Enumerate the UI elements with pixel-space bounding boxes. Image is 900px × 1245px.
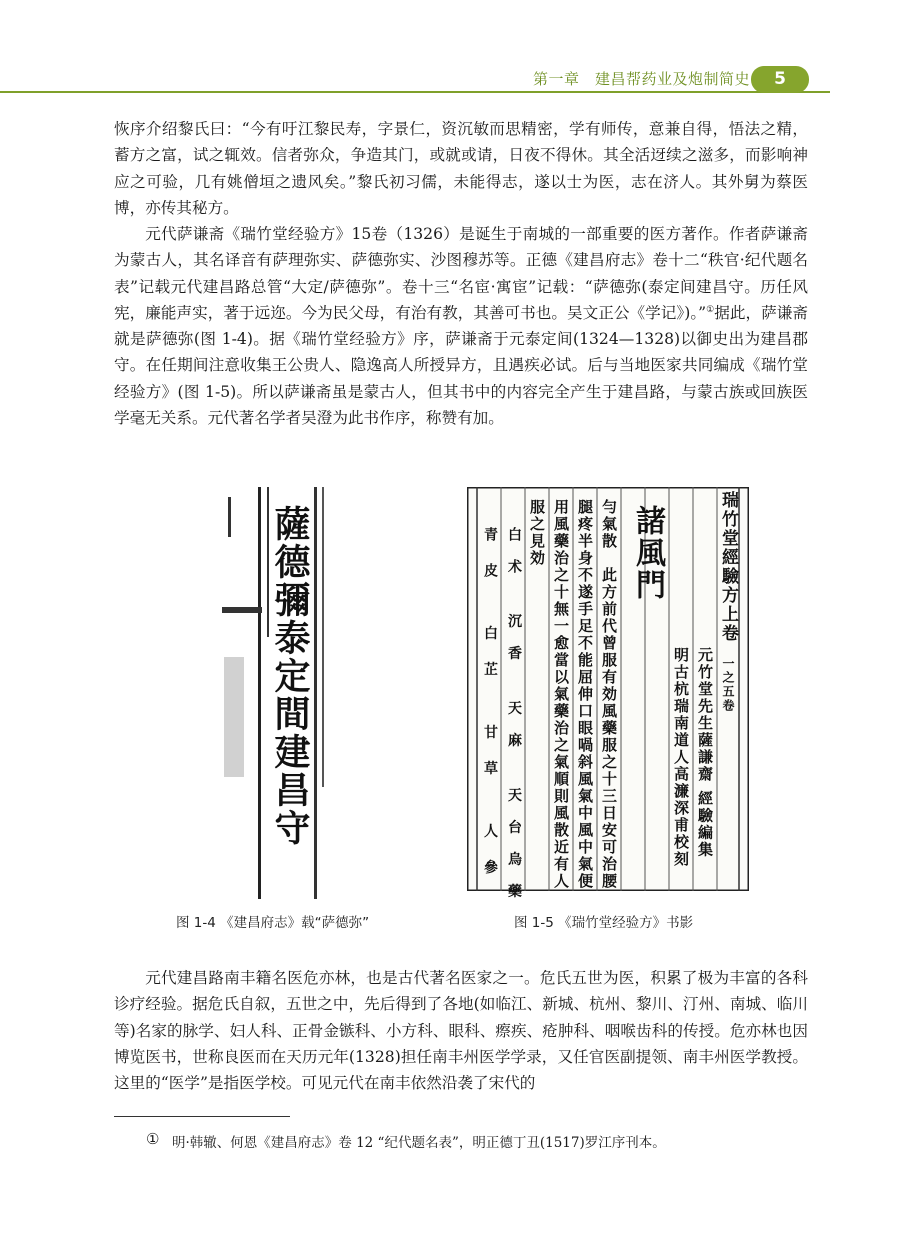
figure-1-4-caption: 图 1-4 《建昌府志》载“萨德弥”	[176, 915, 370, 931]
figure-1-5-caption: 图 1-5 《瑞竹堂经验方》书影	[514, 915, 694, 931]
paragraph-2-part-a: 元代萨谦斋《瑞竹堂经验方》15卷（1326）是诞生于南城的一部重要的医方著作。作者萨谦斋为蒙古人，其名译音有萨理弥实、萨德弥实、沙图穆苏等。正德《建昌府志》卷十二“秩官·纪代题名表”记载元代建昌路总管“大定/萨德弥”。卷十三“名宦·寓宦”记载：“萨德弥(泰定间建昌守。历任风宪，廉能声实，著于远迩。今为民父母，有治有教，其善可书也。吴文正公《学记》)。”	[114, 225, 808, 322]
figure-1-4-text: 薩德彌泰定間建昌守	[269, 505, 311, 847]
figure-1-5-col-7: 用風藥治之十無一愈當以氣藥治之氣順則風散近有人	[552, 499, 570, 890]
page-number: 5	[751, 66, 809, 93]
figure-1-5-col-2: 元竹堂先生薩謙齋 經驗編集	[696, 647, 714, 859]
header-rule	[0, 91, 830, 93]
figure-1-5-col-6: 腿疼半身不遂手足不能屈伸口眼喎斜風氣中風中氣便	[576, 499, 594, 890]
figure-1-5-col-3: 明古杭瑞南道人高濂深甫校刻	[672, 647, 690, 868]
paragraph-1: 恢序介绍黎氏曰：“今有吁江黎民寿，字景仁，资沉敏而思精密，学有师传，意兼自得，悟法之精，蓄方之富，试之辄效。信者弥众，争造其门，或就或请，日夜不得休。其全活迓续之滋多，而影响神应之可验，几有姚僧垣之遗风矣。”黎氏初习儒，未能得志，遂以士为医，志在济人。其外舅为蔡医博，亦传其秘方。	[114, 120, 808, 217]
figure-1-5-section-title: 諸風門	[630, 505, 665, 601]
paragraph-2-part-b: 据此，萨谦斋就是萨德弥(图 1-4)。据《瑞竹堂经验方》序，萨谦斋于元泰定间(1324—1328)以御史出为建昌郡守。在任期间注意收集王公贵人、隐逸高人所授异方，且遇疾必试。后与当地医家共同编成《瑞竹堂经验方》(图 1-5)。所以萨谦斋虽是蒙古人，但其书中的内容完全产生于建昌路，与蒙古族或回族医学毫无关系。元代著名学者吴澄为此书作序，称赞有加。	[114, 303, 808, 428]
figure-1-5-col-5: 勻氣散 此方前代曾服有効風藥服之十三日安可治腰	[600, 499, 618, 890]
figure-1-5-col-9: 白术 沉香 天麻 天台烏藥	[506, 527, 522, 916]
chapter-title: 第一章 建昌帮药业及炮制简史	[532, 70, 750, 88]
figure-1-5-col-8: 服之見効	[528, 499, 546, 567]
footnote-reference[interactable]: ①	[706, 304, 715, 315]
footnote-text: 明·韩辙、何恩《建昌府志》卷 12 “纪代题名表”，明正德丁丑(1517)罗江序刊本。	[172, 1135, 666, 1151]
figure-1-5-col-10: 青皮 白芷 甘草 人參	[482, 527, 498, 896]
paragraph-2	[114, 221, 808, 431]
footnote-rule	[114, 1116, 290, 1117]
paragraph-3: 元代建昌路南丰籍名医危亦林，也是古代著名医家之一。危氏五世为医，积累了极为丰富的各科诊疗经验。据危氏自叙，五世之中，先后得到了各地(如临江、新城、杭州、黎川、汀州、南城、临川等)名家的脉学、妇人科、正骨金镞科、小方科、眼科、瘵疾、疮肿科、咽喉齿科的传授。危亦林也因博览医书，世称良医而在天历元年(1328)担任南丰州医学学录，又任官医副提领、南丰州医学教授。这里的“医学”是指医学校。可见元代在南丰依然沿袭了宋代的	[114, 969, 808, 1093]
figure-1-4-image	[222, 487, 332, 899]
figure-1-5-col-1: 瑞竹堂經驗方上卷	[718, 491, 738, 643]
figure-1-5-image	[467, 487, 749, 916]
figure-1-5-col-1b: 一之五卷	[721, 657, 735, 713]
footnote-mark: ①	[146, 1130, 160, 1148]
